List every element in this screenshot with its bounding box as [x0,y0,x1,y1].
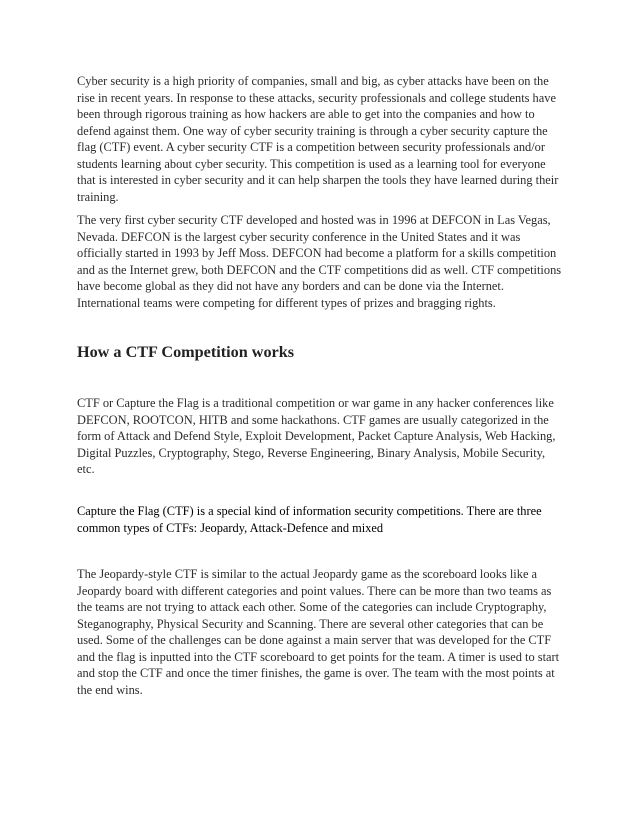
section-heading: How a CTF Competition works [77,343,295,361]
ctf-types-paragraph: Capture the Flag (CTF) is a special kind of information security competitions. There are three common types of CTFs: Jeopardy, Attack-Defence and mixed [77,504,542,535]
history-paragraph: The very first cyber security CTF developed and hosted was in 1996 at DEFCON in Las Vegas, Nevada. DEFCON is the largest cyber security conference in the United States and it was officially started in 1993 by Jeff Moss. DEFCON had become a platform for a skills competition and as the Internet grew, both DEFCON and the CTF competitions did as well. CTF competitions have become global as they did not have any borders and can be done via the Internet. International teams were competing for different types of prizes and bragging rights. [77,213,562,310]
intro-paragraph: Cyber security is a high priority of companies, small and big, as cyber attacks have been on the rise in recent years. In response to these attacks, security professionals and college students have been through rigorous training as how hackers are able to get into the companies and how to defend against them. One way of cyber security training is through a cyber security capture the flag (CTF) event. A cyber security CTF is a competition between security professionals and/or students learning about cyber security. This competition is used as a learning tool for everyone that is interested in cyber security and it can help sharpen the tools they have learned during their training. [77,74,559,204]
ctf-overview-paragraph: CTF or Capture the Flag is a traditional competition or war game in any hacker conferences like DEFCON, ROOTCON, HITB and some hackathons. CTF games are usually categorized in the form of Attack and Defend Style, Exploit Development, Packet Capture Analysis, Web Hacking, Digital Puzzles, Cryptography, Stego, Reverse Engineering, Binary Analysis, Mobile Security, etc. [77,396,556,476]
jeopardy-paragraph: The Jeopardy-style CTF is similar to the actual Jeopardy game as the scoreboard looks like a Jeopardy board with different categories and point values. There can be more than two teams as the teams are not trying to attack each other. Some of the categories can include Cryptography, Steganography, Physical Security and Scanning. There are several other categories that can be used. Some of the challenges can be done against a main server that was developed for the CTF and the flag is inputted into the CTF scoreboard to get points for the team. A timer is used to start and stop the CTF and once the timer finishes, the game is over. The team with the most points at the end wins. [77,567,560,697]
